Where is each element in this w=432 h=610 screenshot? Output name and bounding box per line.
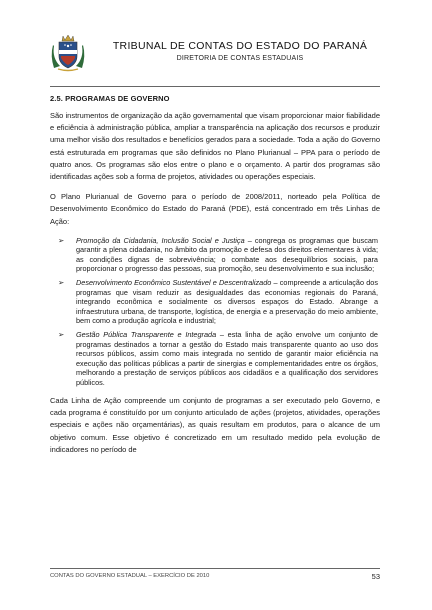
page-footer <box>50 573 380 579</box>
action-lines-list <box>50 236 380 387</box>
action-line-text: – compreende a articulação dos programas que visam reduzir as desigualdades das economias regionais do Paraná, integrando econômica e socialmente os diversos espaços do Estado. Abrange a infraestrutura urbana, de transporte, logística, de energia e a preservação do meio ambiente, bem como a produção agrícola e industrial; <box>76 278 378 326</box>
paragraph-ppa: O Plano Plurianual de Governo para o período de 2008/2011, norteado pela Política de Desenvolvimento Econômico do Estado do Paraná (PDE), está concentrado em três Linhas de Ação: <box>50 192 380 226</box>
page-header <box>50 30 380 80</box>
paragraph-intro: São instrumentos de organização da ação governamental que visam proporcionar maior fiabilidade e eficiência à administração pública, ampliar a transparência na aplicação dos recursos e produzir uma melhor visão dos resultados e benefícios gerados para a sociedade. Toda a ação do Governo está estruturada em programas que são definidos no Plano Plurianual – PPA para o período de quatro anos. Os programas são elos entre o plano e o orçamento. A partir dos programas são identificadas ações sob a forma de projetos, atividades ou operações especiais. <box>50 111 380 182</box>
main-content <box>50 94 380 464</box>
list-item <box>50 330 380 386</box>
arrow-bullet-icon: ➢ <box>58 278 65 288</box>
action-line-title: Promoção da Cidadania, Inclusão Social e Justiça <box>76 235 245 245</box>
arrow-bullet-icon: ➢ <box>58 330 65 340</box>
arrow-bullet-icon: ➢ <box>58 235 65 245</box>
department-name: DIRETORIA DE CONTAS ESTADUAIS <box>176 55 304 62</box>
list-item <box>50 278 380 325</box>
footer-text: CONTAS DO GOVERNO ESTADUAL – EXERCÍCIO DE 2010 <box>50 573 210 579</box>
coat-of-arms-icon <box>50 32 86 72</box>
section-heading: 2.5. PROGRAMAS DE GOVERNO <box>50 94 170 103</box>
action-line-title: Desenvolvimento Econômico Sustentável e Descentralizado <box>76 278 272 288</box>
list-item <box>50 236 380 274</box>
action-line-text: – congrega os programas que buscam garantir a plena cidadania, no âmbito da promoção e defesa dos direitos elementares à vida; as condições dignas de sobrevivência; o combate aos desequilíbrios sociais, para proporcionar o progresso das pessoas, sua promoção, seu desenvolvimento e sua inclusão; <box>76 235 378 274</box>
paragraph-closing: Cada Linha de Ação compreende um conjunto de programas a ser executado pelo Governo, e cada programa é constituído por um conjunto articulado de ações (projetos, atividades, operações especiais e ações não orçamentárias), as quais resultam em produtos, para o alcance de um objetivo comum. Esse objetivo é concretizado em um resultado medido pela evolução de indicadores no período de <box>50 395 380 454</box>
page-number: 53 <box>371 572 380 581</box>
footer-divider <box>50 568 380 569</box>
org-title: TRIBUNAL DE CONTAS DO ESTADO DO PARANÁ <box>112 40 368 52</box>
action-line-title: Gestão Pública Transparente e Integrada <box>76 330 217 340</box>
action-line-text: – esta linha de ação envolve um conjunto de programas destinados a tornar a gestão do Estado mais transparente quanto ao uso dos recursos públicos, assim como mais integrada no sentido de garantir maior eficiência na execução das políticas públicas a partir de sinergias e complementaridades entre os órgãos, melhorando a prestação de serviços públicos aos cidadãos e a qualificação dos servidores públicos. <box>76 330 378 387</box>
header-divider <box>50 86 380 87</box>
